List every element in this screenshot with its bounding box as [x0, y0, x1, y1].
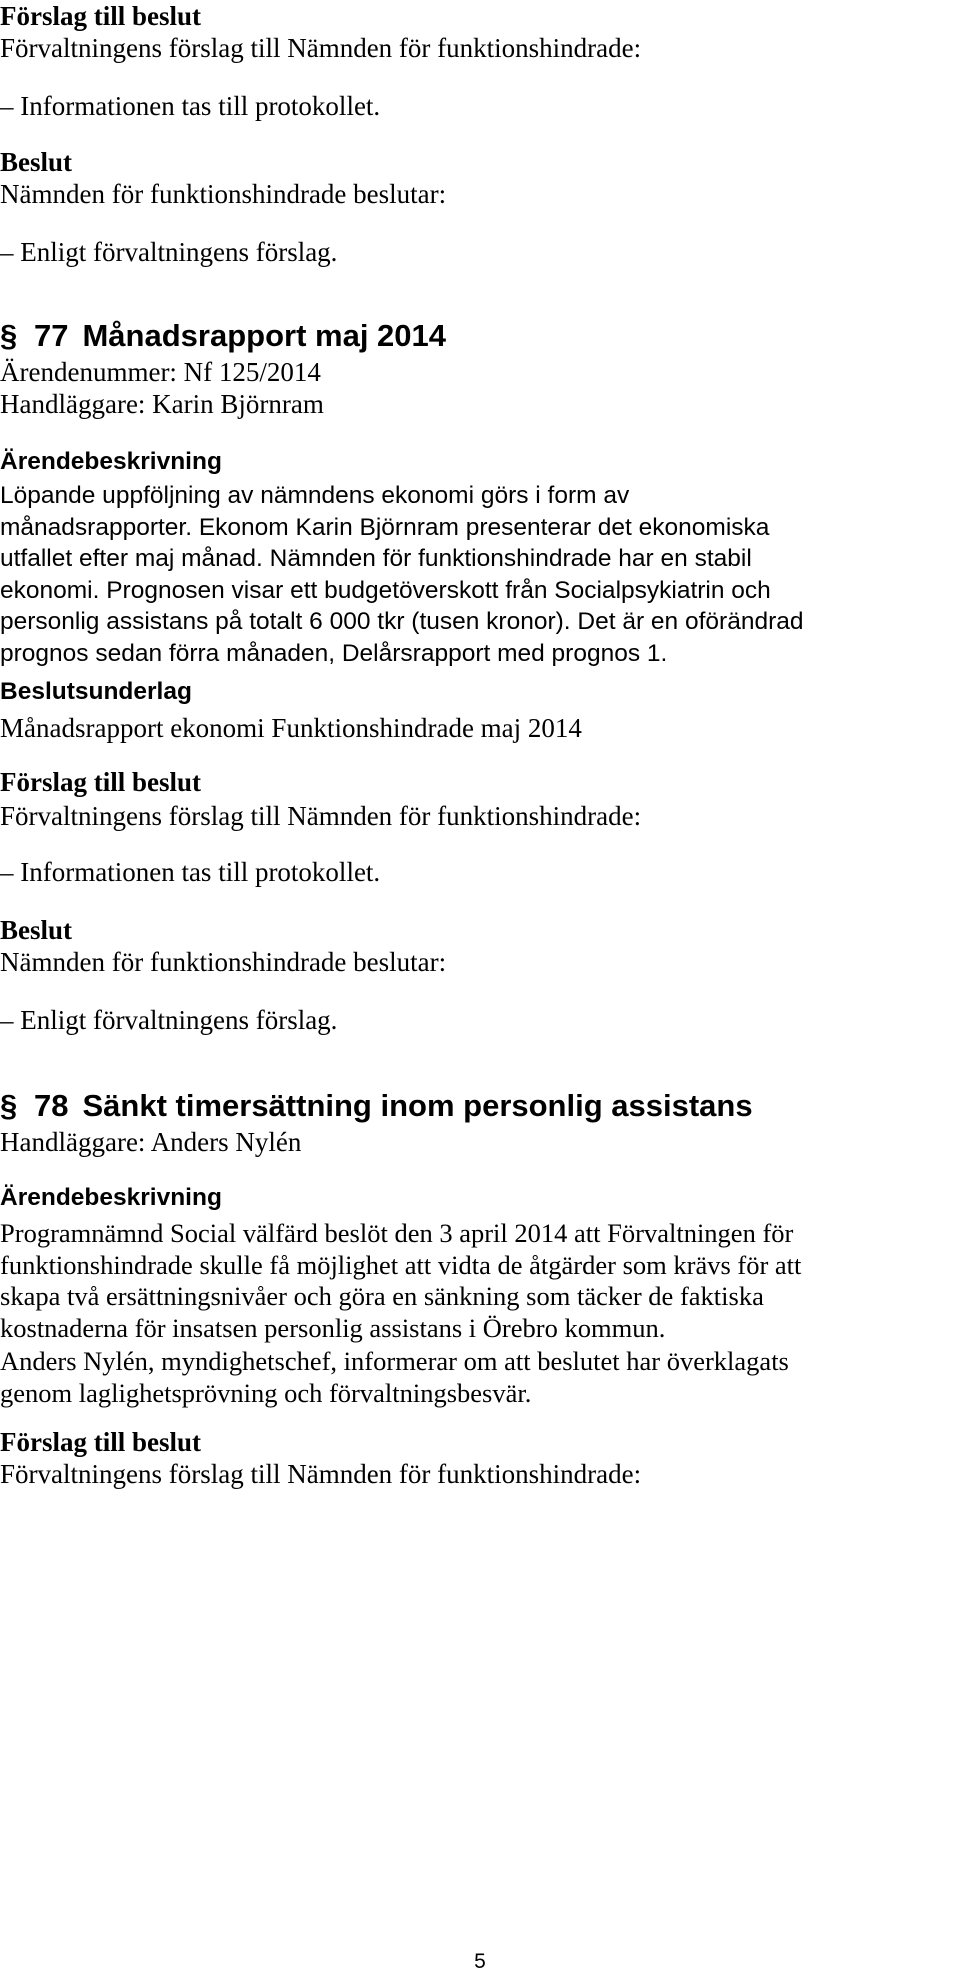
section-title: Sänkt timersättning inom personlig assistans: [82, 1088, 753, 1123]
proposal-item: – Informationen tas till protokollet.: [0, 91, 381, 121]
description-line: utfallet efter maj månad. Nämnden för funktionshindrade har en stabil: [0, 545, 752, 572]
proposal-heading: Förslag till beslut: [0, 1427, 201, 1457]
description-line: Löpande uppföljning av nämndens ekonomi görs i form av: [0, 482, 630, 509]
proposal-text: Förvaltningens förslag till Nämnden för funktionshindrade:: [0, 33, 642, 63]
description-heading: Ärendebeskrivning: [0, 1184, 222, 1211]
description-line: prognos sedan förra månaden, Delårsrapport med prognos 1.: [0, 639, 668, 667]
page-number: 5: [474, 1950, 486, 1973]
handler: Handläggare: Anders Nylén: [0, 1127, 302, 1157]
section-number: 77: [34, 318, 69, 353]
section-77-heading: [0, 318, 446, 354]
section-number: 78: [34, 1088, 69, 1123]
case-number: Ärendenummer: Nf 125/2014: [0, 357, 321, 387]
proposal-text: Förvaltningens förslag till Nämnden för funktionshindrade:: [0, 1459, 642, 1489]
proposal-item: – Informationen tas till protokollet.: [0, 857, 381, 887]
description-line: ekonomi. Prognosen visar ett budgetöverskott från Socialpsykiatrin och: [0, 576, 771, 604]
description-line: skapa två ersättningsnivåer och göra en sänkning som täcker de faktiska: [0, 1281, 764, 1311]
proposal-text: Förvaltningens förslag till Nämnden för funktionshindrade:: [0, 801, 642, 831]
decision-heading: Beslut: [0, 147, 73, 177]
section-78-heading: [0, 1088, 753, 1124]
info-paragraph: [0, 1346, 960, 1409]
description-line: Programnämnd Social välfärd beslöt den 3 april 2014 att Förvaltningen för: [0, 1218, 794, 1248]
decision-text: Nämnden för funktionshindrade beslutar:: [0, 947, 447, 977]
description-line: kostnaderna för insatsen personlig assistans i Örebro kommun.: [0, 1312, 666, 1343]
section-sign: §: [0, 1088, 18, 1123]
proposal-heading: Förslag till beslut: [0, 767, 201, 797]
basis-heading: Beslutsunderlag: [0, 678, 192, 705]
description-heading: Ärendebeskrivning: [0, 448, 222, 475]
decision-heading: Beslut: [0, 915, 73, 945]
handler: Handläggare: Karin Björnram: [0, 389, 324, 419]
decision-item: – Enligt förvaltningens förslag.: [0, 237, 338, 267]
description-line: månadsrapporter. Ekonom Karin Björnram presenterar det ekonomiska: [0, 513, 770, 541]
section-sign: §: [0, 318, 18, 353]
description-paragraph: [0, 1218, 960, 1344]
info-line: Anders Nylén, myndighetschef, informerar om att beslutet har överklagats: [0, 1346, 789, 1376]
basis-text: Månadsrapport ekonomi Funktionshindrade maj 2014: [0, 713, 582, 743]
description-paragraph: [0, 480, 960, 669]
proposal-heading: Förslag till beslut: [0, 1, 201, 31]
info-line: genom laglighetsprövning och förvaltningsbesvär.: [0, 1377, 532, 1408]
description-line: personlig assistans på totalt 6 000 tkr (tusen kronor). Det är en oförändrad: [0, 608, 804, 635]
decision-text: Nämnden för funktionshindrade beslutar:: [0, 179, 447, 209]
section-title: Månadsrapport maj 2014: [82, 318, 447, 353]
decision-item: – Enligt förvaltningens förslag.: [0, 1005, 338, 1035]
description-line: funktionshindrade skulle få möjlighet att vidta de åtgärder som krävs för att: [0, 1249, 802, 1280]
